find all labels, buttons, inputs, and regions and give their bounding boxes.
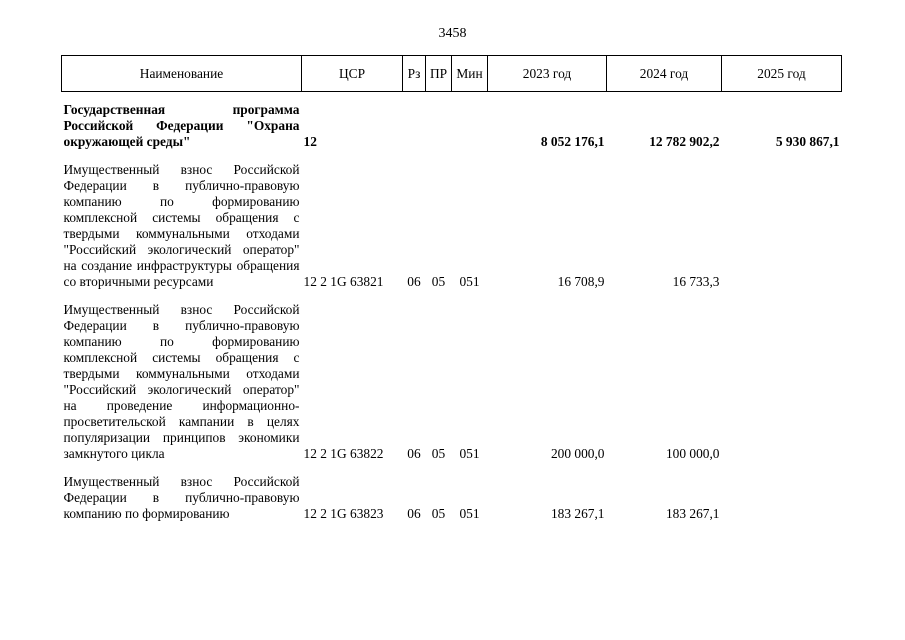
header-csr: ЦСР (302, 56, 403, 92)
row-2024: 100 000,0 (665, 446, 720, 461)
row-2023: 16 708,9 (557, 274, 605, 289)
row-2023: 8 052 176,1 (540, 134, 605, 149)
row-rz: 06 (407, 506, 421, 521)
row-2025 (722, 462, 842, 522)
row-2024: 183 267,1 (665, 506, 720, 521)
table-row (62, 462, 842, 522)
row-2025 (722, 150, 842, 290)
table-row (62, 150, 842, 290)
table-row-program (62, 92, 842, 151)
row-min: 051 (459, 506, 480, 521)
header-name: Наименование (62, 56, 302, 92)
header-min: Мин (452, 56, 488, 92)
header-2024: 2024 год (607, 56, 722, 92)
budget-table (61, 55, 842, 522)
row-csr: 12 (303, 134, 317, 149)
row-pr: 05 (431, 274, 446, 289)
table-header (62, 56, 842, 92)
row-name: Государственная программа Российской Федерации "Охрана окружающей среды" (63, 102, 300, 149)
row-rz: 06 (407, 446, 421, 461)
row-2023: 183 267,1 (550, 506, 605, 521)
table-row (62, 290, 842, 462)
page-number: 3458 (438, 26, 467, 41)
row-name: Имущественный взнос Российской Федерации в публично-правовую компанию по формированию комплексной системы обращения с твердыми коммунальными отходами "Российский экологический оператор" на создание инфраструктуры обращения со вторичными ресурсами (63, 162, 300, 289)
row-rz: 06 (407, 274, 421, 289)
row-2024: 12 782 902,2 (649, 134, 720, 149)
row-csr: 12 2 1G 63823 (303, 506, 384, 521)
row-2024: 16 733,3 (672, 274, 720, 289)
row-min: 051 (459, 274, 480, 289)
row-min: 051 (459, 446, 480, 461)
header-2023: 2023 год (488, 56, 607, 92)
row-2023: 200 000,0 (550, 446, 605, 461)
row-pr (426, 92, 452, 151)
row-2025 (722, 290, 842, 462)
header-2025: 2025 год (722, 56, 842, 92)
row-2025: 5 930 867,1 (775, 134, 840, 149)
row-pr: 05 (431, 506, 446, 521)
header-rz: Рз (403, 56, 426, 92)
row-name: Имущественный взнос Российской Федерации в публично-правовую компанию по формированию (63, 474, 300, 521)
header-pr: ПР (426, 56, 452, 92)
row-pr: 05 (431, 446, 446, 461)
row-csr: 12 2 1G 63821 (303, 274, 384, 289)
row-rz (403, 92, 426, 151)
row-min (452, 92, 488, 151)
row-name: Имущественный взнос Российской Федерации в публично-правовую компанию по формированию комплексной системы обращения с твердыми коммунальными отходами "Российский экологический оператор" на проведение информационно-просветительской кампании в целях популяризации принципов экономики замкнутого цикла (63, 302, 300, 461)
row-csr: 12 2 1G 63822 (303, 446, 384, 461)
